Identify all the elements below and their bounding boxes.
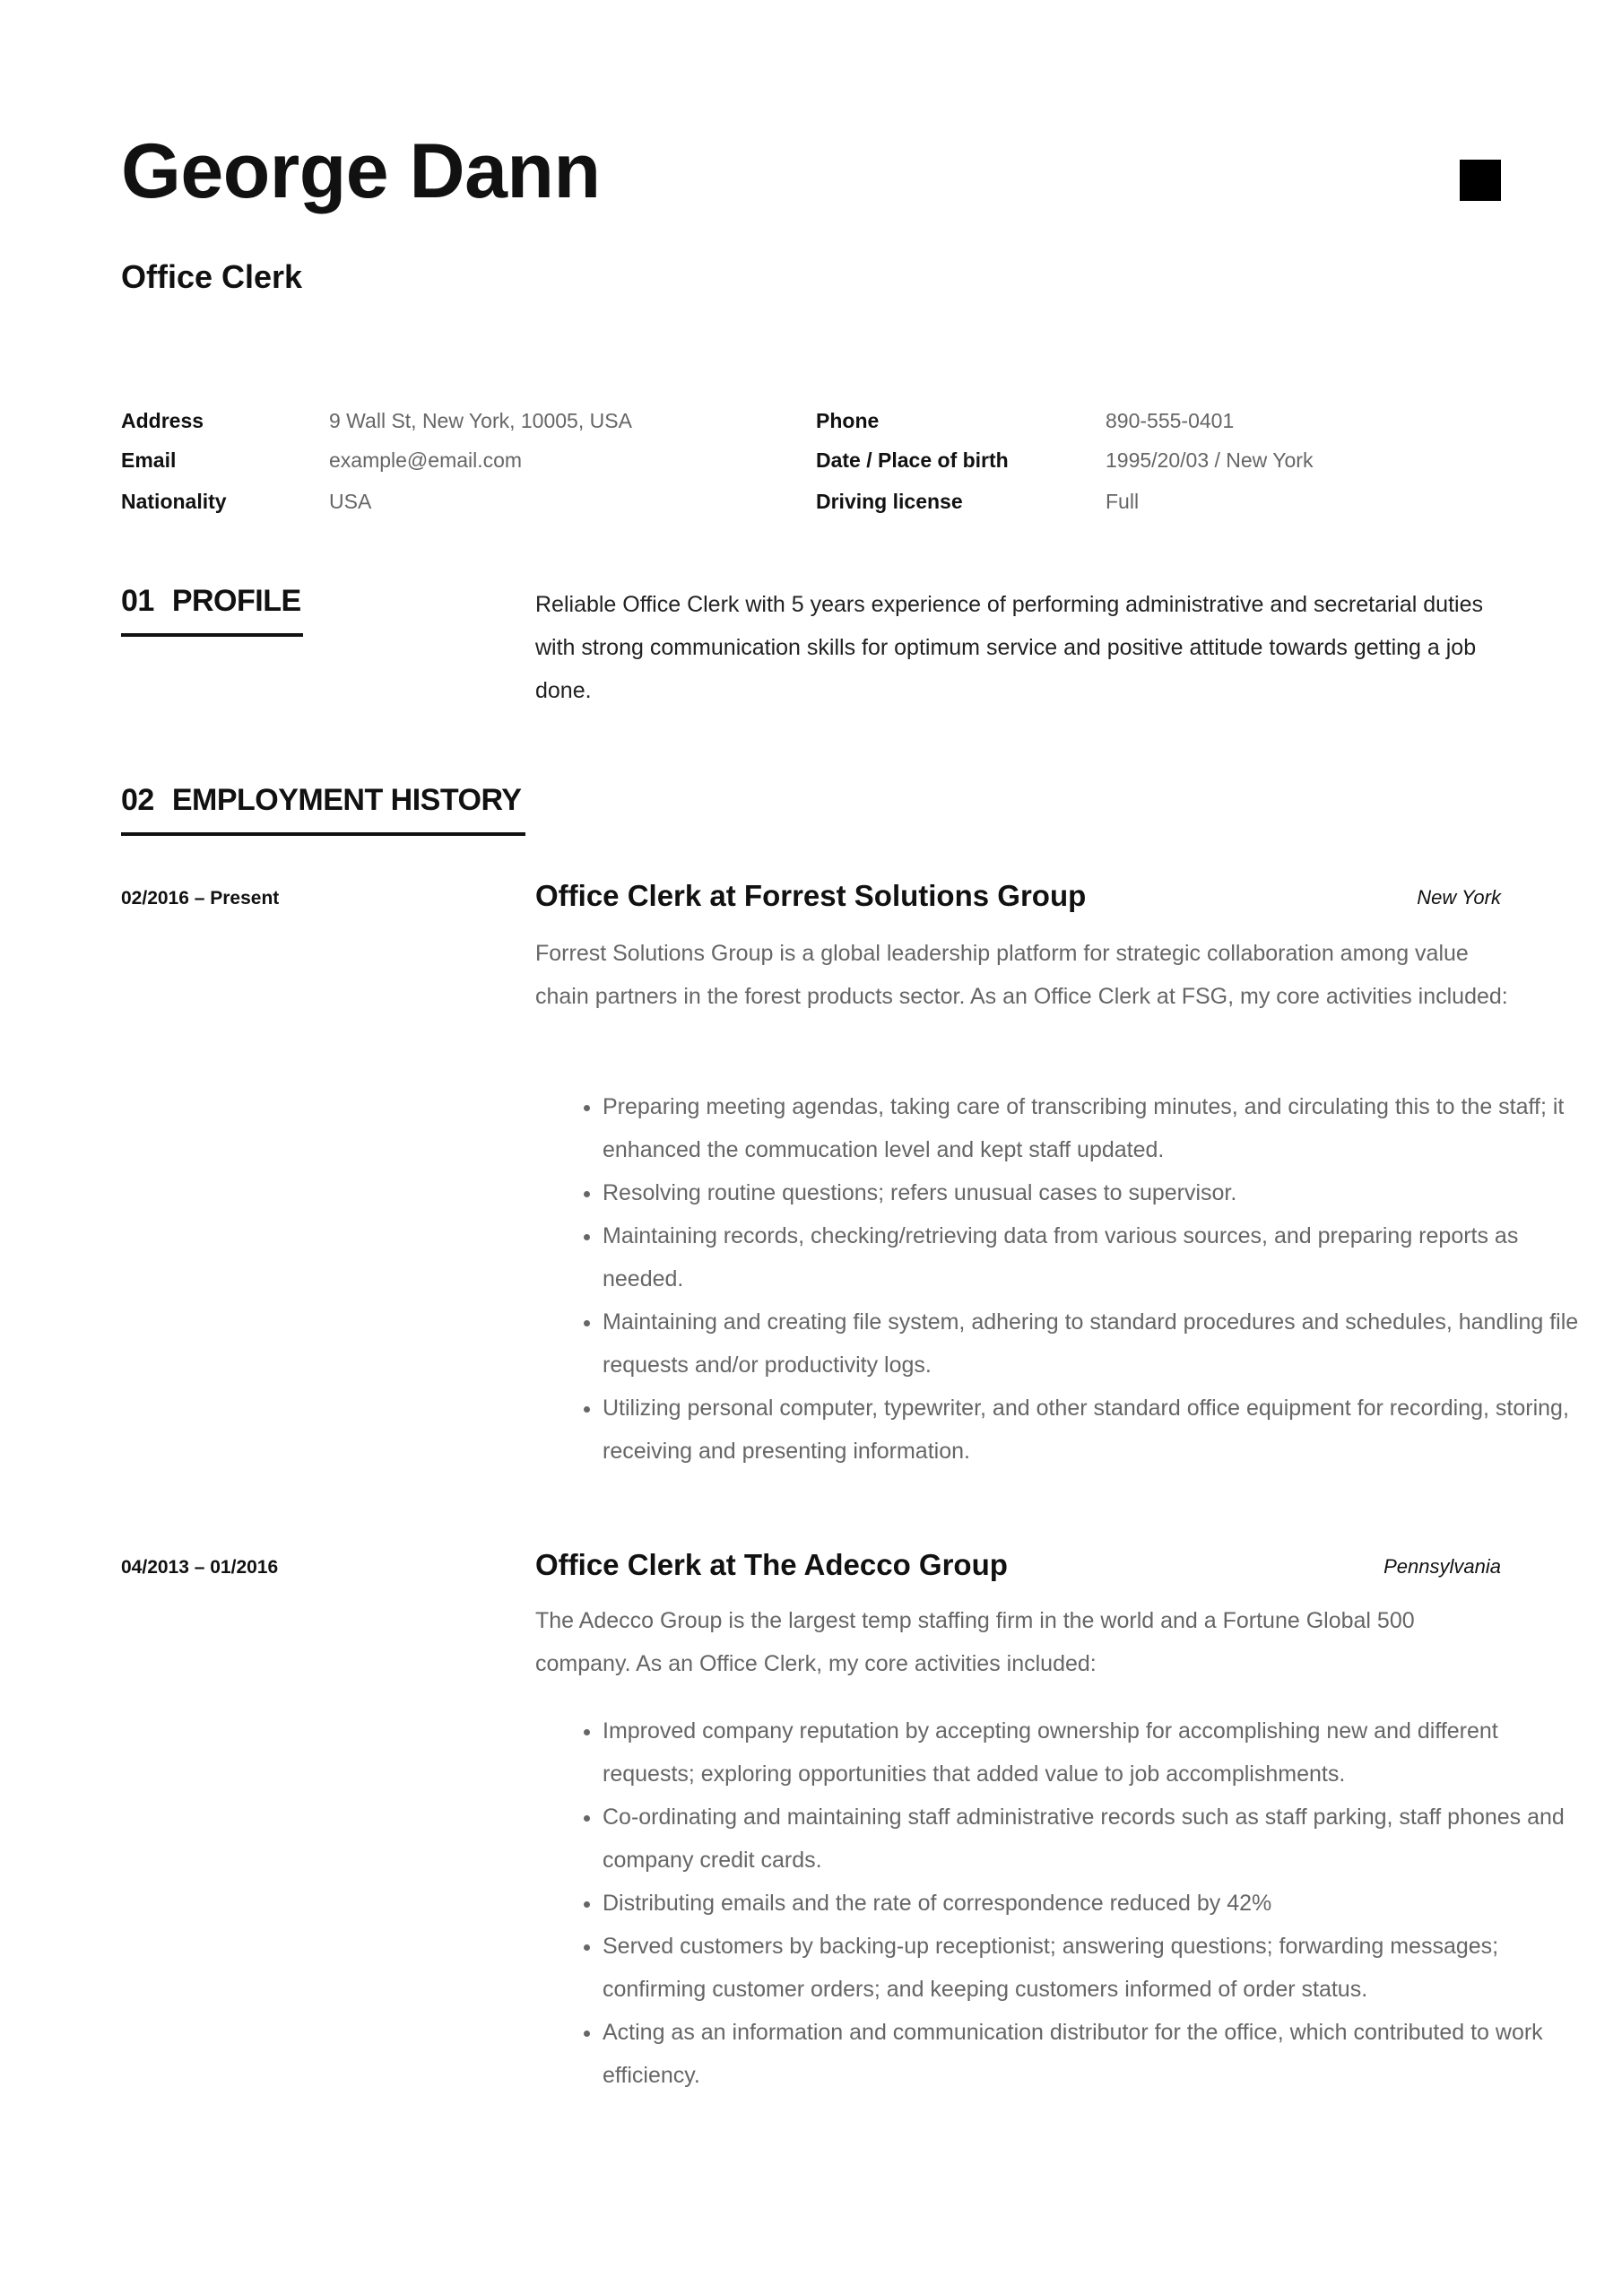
job-dates: 04/2013 – 01/2016 (121, 1557, 279, 1578)
list-item: • Served customers by backing-up receptionist; answering questions; forwarding messages; confirming customer orders; and keeping customers informed of order status. (603, 1925, 1580, 2011)
list-item: • Distributing emails and the rate of correspondence reduced by 42% (603, 1882, 1580, 1925)
job-title: Office Clerk at The Adecco Group (535, 1548, 1008, 1581)
address-label: Address (121, 409, 204, 432)
job-bullet-list (535, 1085, 1580, 1473)
list-item: • Maintaining and creating file system, adhering to standard procedures and schedules, handling file requests and/or productivity logs. (603, 1300, 1580, 1387)
list-item: • Improved company reputation by accepting ownership for accomplishing new and different requests; exploring opportunities that added value to job accomplishments. (603, 1709, 1580, 1796)
list-item: • Resolving routine questions; refers unusual cases to supervisor. (603, 1171, 1580, 1214)
list-item: • Acting as an information and communication distributor for the office, which contributed to work efficiency. (603, 2011, 1580, 2097)
license-label: Driving license (816, 490, 963, 513)
profile-section-number: 01 (121, 584, 154, 618)
job-dates: 02/2016 – Present (121, 888, 280, 909)
profile-section-heading (121, 584, 303, 637)
job-description: The Adecco Group is the largest temp staffing firm in the world and a Fortune Global 500 company. As an Office Clerk, my core activities included: (535, 1608, 1415, 1676)
profile-text: Reliable Office Clerk with 5 years experience of performing administrative and secretarial duties with strong communication skills for optimum service and positive attitude towards getting a job done. (535, 592, 1483, 703)
profile-section-title: PROFILE (171, 584, 301, 618)
email-value: example@email.com (329, 448, 523, 472)
employment-section-number: 02 (121, 783, 154, 817)
job-description: Forrest Solutions Group is a global leadership platform for strategic collaboration among value chain partners in the forest products sector. As an Office Clerk at FSG, my core activities included: (535, 941, 1508, 1009)
birth-label: Date / Place of birth (816, 448, 1009, 472)
employment-section-heading (121, 783, 525, 836)
job-location: New York (1417, 886, 1501, 909)
logo-square-icon (1460, 160, 1501, 201)
job-location: Pennsylvania (1383, 1555, 1501, 1578)
nationality-label: Nationality (121, 490, 227, 513)
list-item: • Utilizing personal computer, typewriter, and other standard office equipment for recording, storing, receiving and presenting information. (603, 1387, 1580, 1473)
job-title-heading: Office Clerk (121, 258, 303, 295)
list-item: • Maintaining records, checking/retrieving data from various sources, and preparing reports as needed. (603, 1214, 1580, 1300)
phone-value: 890-555-0401 (1106, 409, 1235, 432)
employment-section-title: EMPLOYMENT HISTORY (171, 783, 522, 817)
list-item: • Preparing meeting agendas, taking care of transcribing minutes, and circulating this to the staff; it enhanced the commucation level and kept staff updated. (603, 1085, 1580, 1171)
nationality-value: USA (329, 490, 372, 513)
list-item: • Co-ordinating and maintaining staff administrative records such as staff parking, staff phones and company credit cards. (603, 1796, 1580, 1882)
address-value: 9 Wall St, New York, 10005, USA (329, 409, 632, 432)
job-title: Office Clerk at Forrest Solutions Group (535, 879, 1087, 912)
job-bullet-list (535, 1709, 1580, 2097)
birth-value: 1995/20/03 / New York (1106, 448, 1314, 472)
license-value: Full (1106, 490, 1140, 513)
phone-label: Phone (816, 409, 880, 432)
candidate-name: George Dann (121, 128, 601, 214)
email-label: Email (121, 448, 177, 472)
